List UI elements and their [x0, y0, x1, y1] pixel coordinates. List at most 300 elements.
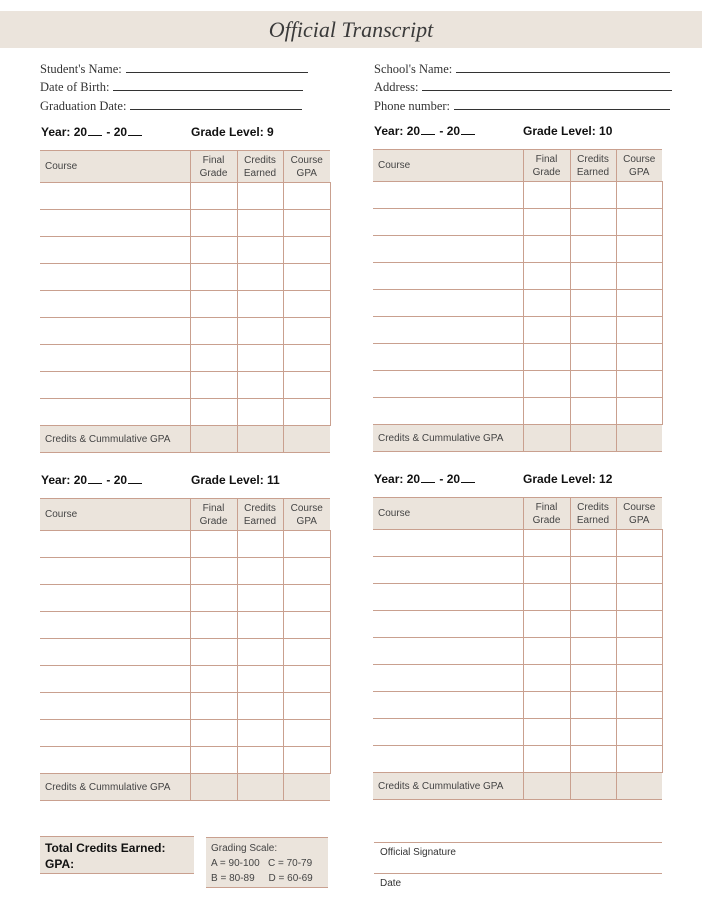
credits-earned-header — [570, 150, 616, 182]
course-cell[interactable] — [373, 638, 523, 665]
course-gpa-cell[interactable] — [283, 585, 330, 612]
year-label: Year: — [374, 124, 404, 138]
course-header: Course — [40, 151, 190, 183]
course-cell[interactable] — [373, 584, 523, 611]
course-gpa-cell[interactable] — [616, 746, 662, 773]
address-label: Address: — [374, 80, 419, 94]
table-row — [373, 290, 662, 317]
year-blank[interactable] — [461, 134, 475, 135]
credits-earned-cell[interactable] — [237, 318, 283, 345]
course-cell[interactable] — [40, 210, 190, 237]
table-row — [40, 558, 330, 585]
grade-level-11 — [191, 473, 280, 487]
credits-earned-cell[interactable] — [237, 345, 283, 372]
student-name-field[interactable] — [40, 62, 308, 77]
final-grade-cell[interactable] — [523, 530, 570, 557]
total-credits-cell[interactable] — [237, 426, 283, 453]
course-cell[interactable] — [40, 720, 190, 747]
final-grade-cell[interactable] — [190, 558, 237, 585]
course-cell[interactable] — [40, 291, 190, 318]
table-row — [373, 317, 662, 344]
table-row — [40, 183, 330, 210]
course-gpa-cell[interactable] — [616, 584, 662, 611]
credits-earned-cell[interactable] — [570, 746, 616, 773]
course-gpa-cell[interactable] — [283, 666, 330, 693]
year-dash: - — [439, 472, 444, 486]
final-grade-cell[interactable] — [190, 585, 237, 612]
credits-earned-cell[interactable] — [570, 719, 616, 746]
course-cell[interactable] — [40, 345, 190, 372]
total-final-grade-cell[interactable] — [523, 773, 570, 800]
course-gpa-cell[interactable] — [283, 183, 330, 210]
year-blank[interactable] — [421, 134, 435, 135]
course-gpa-header-line-2: GPA — [296, 167, 317, 179]
course-gpa-cell[interactable] — [283, 264, 330, 291]
credits-earned-cell[interactable] — [570, 182, 616, 209]
final-grade-header-line-1: Final — [535, 501, 558, 513]
credits-earned-cell[interactable] — [570, 557, 616, 584]
credits-earned-cell[interactable] — [570, 371, 616, 398]
course-cell[interactable] — [373, 665, 523, 692]
grade-level-value: 9 — [267, 125, 274, 139]
course-cell[interactable] — [373, 263, 523, 290]
course-header: Course — [373, 498, 523, 530]
total-final-grade-cell[interactable] — [190, 774, 237, 801]
table-row — [40, 345, 330, 372]
course-cell[interactable] — [40, 318, 190, 345]
course-gpa-cell[interactable] — [616, 317, 662, 344]
course-cell[interactable] — [373, 692, 523, 719]
grade-level-9 — [191, 125, 274, 139]
year-row-grade-11 — [41, 473, 143, 487]
credits-earned-cell[interactable] — [570, 209, 616, 236]
course-cell[interactable] — [373, 182, 523, 209]
credits-earned-header-line-1: Credits — [244, 154, 276, 166]
credits-earned-header-line-2: Earned — [243, 515, 277, 527]
final-grade-cell[interactable] — [190, 318, 237, 345]
phone-number-field[interactable] — [374, 99, 670, 114]
final-grade-cell[interactable] — [190, 693, 237, 720]
final-grade-cell[interactable] — [190, 747, 237, 774]
final-grade-cell[interactable] — [190, 345, 237, 372]
course-header: Course — [40, 499, 190, 531]
credits-earned-cell[interactable] — [237, 693, 283, 720]
course-gpa-cell[interactable] — [283, 291, 330, 318]
credits-earned-cell[interactable] — [570, 317, 616, 344]
credits-earned-cell[interactable] — [570, 344, 616, 371]
signature-field[interactable] — [374, 873, 662, 874]
table-header-row — [373, 498, 662, 530]
course-gpa-cell[interactable] — [616, 263, 662, 290]
credits-earned-cell[interactable] — [570, 638, 616, 665]
year-blank[interactable] — [128, 135, 142, 136]
credits-earned-cell[interactable] — [237, 372, 283, 399]
credits-earned-cell[interactable] — [237, 264, 283, 291]
grading-scale-title: Grading Scale: — [211, 843, 278, 854]
total-final-grade-cell[interactable] — [523, 425, 570, 452]
final-grade-cell[interactable] — [523, 719, 570, 746]
course-gpa-cell[interactable] — [616, 344, 662, 371]
course-gpa-header — [283, 151, 330, 183]
course-gpa-cell[interactable] — [283, 531, 330, 558]
credits-earned-header-line-1: Credits — [577, 153, 609, 165]
course-cell[interactable] — [373, 209, 523, 236]
course-gpa-header-line-2: GPA — [296, 515, 317, 527]
final-grade-cell[interactable] — [523, 557, 570, 584]
course-gpa-cell[interactable] — [616, 719, 662, 746]
credits-earned-header-line-1: Credits — [577, 501, 609, 513]
credits-gpa-label: Credits & Cummulative GPA — [373, 773, 523, 800]
cumulative-gpa-cell[interactable] — [616, 773, 662, 800]
table-row — [40, 747, 330, 774]
table-row — [40, 612, 330, 639]
year-prefix: 20 — [446, 124, 461, 138]
final-grade-header-line-2: Grade — [199, 167, 228, 179]
credits-earned-cell[interactable] — [237, 666, 283, 693]
total-credits-box — [40, 836, 194, 874]
course-cell[interactable] — [40, 237, 190, 264]
graduation-date-line — [130, 108, 302, 110]
year-label: Year: — [41, 473, 71, 487]
date-label: Date — [380, 878, 402, 889]
course-cell[interactable] — [373, 236, 523, 263]
total-final-grade-cell[interactable] — [190, 426, 237, 453]
table-row — [40, 291, 330, 318]
year-dash: - — [106, 125, 111, 139]
year-label: Year: — [374, 472, 404, 486]
grade-level-label: Grade Level: — [523, 124, 596, 138]
course-cell[interactable] — [40, 264, 190, 291]
course-cell[interactable] — [40, 372, 190, 399]
course-cell[interactable] — [373, 557, 523, 584]
course-gpa-cell[interactable] — [283, 372, 330, 399]
course-cell[interactable] — [373, 290, 523, 317]
course-cell[interactable] — [40, 612, 190, 639]
table-row — [373, 584, 662, 611]
final-grade-cell[interactable] — [190, 237, 237, 264]
credits-earned-cell[interactable] — [237, 291, 283, 318]
credits-earned-cell[interactable] — [237, 399, 283, 426]
year-blank[interactable] — [88, 483, 102, 484]
final-grade-cell[interactable] — [523, 746, 570, 773]
course-gpa-cell[interactable] — [283, 558, 330, 585]
grading-scale-line-2: B = 80-89 D = 60-69 — [211, 873, 313, 884]
credits-earned-cell[interactable] — [570, 584, 616, 611]
table-row — [373, 611, 662, 638]
table-row — [373, 692, 662, 719]
course-cell[interactable] — [373, 398, 523, 425]
course-gpa-header-line-2: GPA — [629, 166, 650, 178]
year-row-grade-9 — [41, 125, 143, 139]
final-grade-header — [190, 499, 237, 531]
course-gpa-cell[interactable] — [283, 318, 330, 345]
credits-earned-cell[interactable] — [570, 611, 616, 638]
course-cell[interactable] — [373, 317, 523, 344]
course-gpa-cell[interactable] — [616, 530, 662, 557]
course-table-grade-11 — [40, 498, 331, 801]
school-name-field[interactable] — [374, 62, 670, 77]
final-grade-cell[interactable] — [190, 372, 237, 399]
course-gpa-cell[interactable] — [616, 290, 662, 317]
date-of-birth-line — [113, 89, 303, 91]
final-grade-header-line-2: Grade — [532, 514, 561, 526]
course-gpa-cell[interactable] — [283, 747, 330, 774]
credits-earned-cell[interactable] — [237, 531, 283, 558]
table-row — [373, 182, 662, 209]
school-name-label: School's Name: — [374, 62, 453, 76]
table-row — [40, 639, 330, 666]
course-gpa-cell[interactable] — [283, 210, 330, 237]
course-cell[interactable] — [40, 531, 190, 558]
course-cell[interactable] — [40, 693, 190, 720]
date-of-birth-label: Date of Birth: — [40, 80, 110, 94]
credits-earned-cell[interactable] — [570, 236, 616, 263]
course-gpa-cell[interactable] — [616, 236, 662, 263]
credits-earned-cell[interactable] — [237, 639, 283, 666]
final-grade-header-line-1: Final — [202, 154, 225, 166]
course-gpa-cell[interactable] — [283, 345, 330, 372]
grading-scale-box — [206, 837, 328, 888]
course-gpa-cell[interactable] — [616, 209, 662, 236]
grade-level-value: 11 — [267, 473, 280, 487]
final-grade-cell[interactable] — [523, 344, 570, 371]
table-footer-row — [373, 773, 662, 800]
final-grade-cell[interactable] — [523, 584, 570, 611]
final-grade-cell[interactable] — [523, 263, 570, 290]
final-grade-cell[interactable] — [190, 183, 237, 210]
final-grade-cell[interactable] — [190, 291, 237, 318]
course-cell[interactable] — [40, 666, 190, 693]
date-of-birth-field[interactable] — [40, 80, 303, 95]
year-row-grade-12 — [374, 472, 476, 486]
year-dash: - — [106, 473, 111, 487]
table-row — [40, 264, 330, 291]
final-grade-header — [523, 150, 570, 182]
grade-level-label: Grade Level: — [191, 125, 264, 139]
final-grade-cell[interactable] — [190, 531, 237, 558]
credits-earned-cell[interactable] — [237, 585, 283, 612]
course-cell[interactable] — [373, 530, 523, 557]
course-table-grade-10 — [373, 149, 663, 452]
table-row — [40, 237, 330, 264]
table-row — [373, 263, 662, 290]
course-gpa-cell[interactable] — [283, 693, 330, 720]
table-row — [40, 720, 330, 747]
credits-earned-cell[interactable] — [237, 237, 283, 264]
final-grade-cell[interactable] — [523, 611, 570, 638]
credits-earned-header — [237, 151, 283, 183]
course-gpa-header-line-1: Course — [623, 501, 656, 513]
phone-number-line — [454, 108, 670, 110]
final-grade-cell[interactable] — [523, 317, 570, 344]
address-field[interactable] — [374, 80, 672, 95]
course-gpa-cell[interactable] — [616, 371, 662, 398]
course-cell[interactable] — [40, 399, 190, 426]
final-grade-cell[interactable] — [523, 290, 570, 317]
final-grade-header — [190, 151, 237, 183]
course-gpa-header — [283, 499, 330, 531]
credits-earned-cell[interactable] — [237, 612, 283, 639]
course-gpa-cell[interactable] — [616, 398, 662, 425]
course-gpa-cell[interactable] — [616, 182, 662, 209]
credits-earned-cell[interactable] — [570, 530, 616, 557]
graduation-date-field[interactable] — [40, 99, 302, 114]
credits-earned-cell[interactable] — [237, 558, 283, 585]
table-header-row — [40, 499, 330, 531]
final-grade-header-line-1: Final — [202, 502, 225, 514]
course-gpa-cell[interactable] — [283, 612, 330, 639]
table-footer-row — [40, 426, 330, 453]
credits-earned-header-line-2: Earned — [576, 166, 610, 178]
table-row — [373, 530, 662, 557]
grade-level-12 — [523, 472, 612, 486]
credits-earned-header-line-1: Credits — [244, 502, 276, 514]
table-row — [40, 210, 330, 237]
year-prefix: 20 — [73, 125, 88, 139]
total-credits-cell[interactable] — [570, 425, 616, 452]
final-grade-header-line-2: Grade — [532, 166, 561, 178]
final-grade-cell[interactable] — [190, 399, 237, 426]
grade-level-value: 12 — [599, 472, 613, 486]
table-row — [40, 531, 330, 558]
year-dash: - — [439, 124, 444, 138]
table-header-row — [40, 151, 330, 183]
credits-earned-cell[interactable] — [570, 692, 616, 719]
course-cell[interactable] — [373, 344, 523, 371]
year-prefix: 20 — [113, 125, 128, 139]
final-grade-cell[interactable] — [523, 371, 570, 398]
final-grade-cell[interactable] — [190, 666, 237, 693]
final-grade-cell[interactable] — [523, 236, 570, 263]
course-gpa-cell[interactable] — [283, 720, 330, 747]
gpa-label: GPA: — [45, 857, 75, 871]
table-row — [40, 399, 330, 426]
grading-scale-line-1: A = 90-100 C = 70-79 — [211, 858, 313, 869]
course-gpa-cell[interactable] — [616, 611, 662, 638]
course-gpa-cell[interactable] — [616, 638, 662, 665]
year-blank[interactable] — [128, 483, 142, 484]
final-grade-cell[interactable] — [523, 209, 570, 236]
grade-level-10 — [523, 124, 612, 138]
year-prefix: 20 — [406, 124, 421, 138]
course-cell[interactable] — [40, 585, 190, 612]
table-row — [373, 398, 662, 425]
year-prefix: 20 — [406, 472, 421, 486]
credits-earned-cell[interactable] — [570, 290, 616, 317]
credits-earned-cell[interactable] — [237, 720, 283, 747]
credits-gpa-label: Credits & Cummulative GPA — [40, 774, 190, 801]
course-gpa-header-line-2: GPA — [629, 514, 650, 526]
table-row — [373, 719, 662, 746]
table-row — [373, 746, 662, 773]
table-row — [40, 693, 330, 720]
table-header-row — [373, 150, 662, 182]
credits-earned-header — [570, 498, 616, 530]
course-gpa-cell[interactable] — [616, 692, 662, 719]
credits-earned-header — [237, 499, 283, 531]
course-gpa-cell[interactable] — [283, 237, 330, 264]
graduation-date-label: Graduation Date: — [40, 99, 127, 113]
course-cell[interactable] — [373, 746, 523, 773]
final-grade-cell[interactable] — [523, 692, 570, 719]
signature-top-line — [374, 842, 662, 843]
year-prefix: 20 — [446, 472, 461, 486]
final-grade-cell[interactable] — [523, 398, 570, 425]
course-gpa-cell[interactable] — [283, 399, 330, 426]
credits-earned-header-line-2: Earned — [576, 514, 610, 526]
grade-level-label: Grade Level: — [523, 472, 596, 486]
course-cell[interactable] — [40, 183, 190, 210]
credits-earned-cell[interactable] — [570, 263, 616, 290]
year-blank[interactable] — [421, 482, 435, 483]
credits-earned-cell[interactable] — [237, 747, 283, 774]
final-grade-cell[interactable] — [190, 210, 237, 237]
final-grade-cell[interactable] — [190, 264, 237, 291]
course-cell[interactable] — [40, 747, 190, 774]
student-name-label: Student's Name: — [40, 62, 122, 76]
table-footer-row — [40, 774, 330, 801]
credits-gpa-label: Credits & Cummulative GPA — [373, 425, 523, 452]
credits-earned-cell[interactable] — [570, 665, 616, 692]
table-row — [373, 371, 662, 398]
course-gpa-cell[interactable] — [616, 665, 662, 692]
course-gpa-cell[interactable] — [616, 557, 662, 584]
course-gpa-header-line-1: Course — [623, 153, 656, 165]
grade-level-value: 10 — [599, 124, 613, 138]
table-row — [40, 372, 330, 399]
final-grade-cell[interactable] — [523, 638, 570, 665]
final-grade-cell[interactable] — [190, 720, 237, 747]
final-grade-cell[interactable] — [190, 639, 237, 666]
year-blank[interactable] — [88, 135, 102, 136]
course-cell[interactable] — [373, 371, 523, 398]
table-row — [373, 557, 662, 584]
course-cell[interactable] — [373, 611, 523, 638]
table-row — [373, 236, 662, 263]
cumulative-gpa-cell[interactable] — [283, 774, 330, 801]
final-grade-header — [523, 498, 570, 530]
course-gpa-header — [616, 150, 662, 182]
grade-level-label: Grade Level: — [191, 473, 264, 487]
course-cell[interactable] — [40, 558, 190, 585]
cumulative-gpa-cell[interactable] — [616, 425, 662, 452]
year-blank[interactable] — [461, 482, 475, 483]
final-grade-cell[interactable] — [523, 182, 570, 209]
student-name-line — [126, 71, 308, 73]
school-name-line — [456, 71, 670, 73]
course-cell[interactable] — [40, 639, 190, 666]
credits-earned-cell[interactable] — [237, 183, 283, 210]
table-row — [373, 209, 662, 236]
year-label: Year: — [41, 125, 71, 139]
credits-earned-cell[interactable] — [237, 210, 283, 237]
table-row — [40, 585, 330, 612]
table-footer-row — [373, 425, 662, 452]
total-credits-cell[interactable] — [570, 773, 616, 800]
course-gpa-header-line-1: Course — [290, 502, 323, 514]
cumulative-gpa-cell[interactable] — [283, 426, 330, 453]
course-gpa-header — [616, 498, 662, 530]
credits-earned-cell[interactable] — [570, 398, 616, 425]
course-gpa-cell[interactable] — [283, 639, 330, 666]
final-grade-cell[interactable] — [190, 612, 237, 639]
year-prefix: 20 — [73, 473, 88, 487]
total-credits-cell[interactable] — [237, 774, 283, 801]
course-gpa-header-line-1: Course — [290, 154, 323, 166]
final-grade-cell[interactable] — [523, 665, 570, 692]
course-cell[interactable] — [373, 719, 523, 746]
table-row — [40, 666, 330, 693]
